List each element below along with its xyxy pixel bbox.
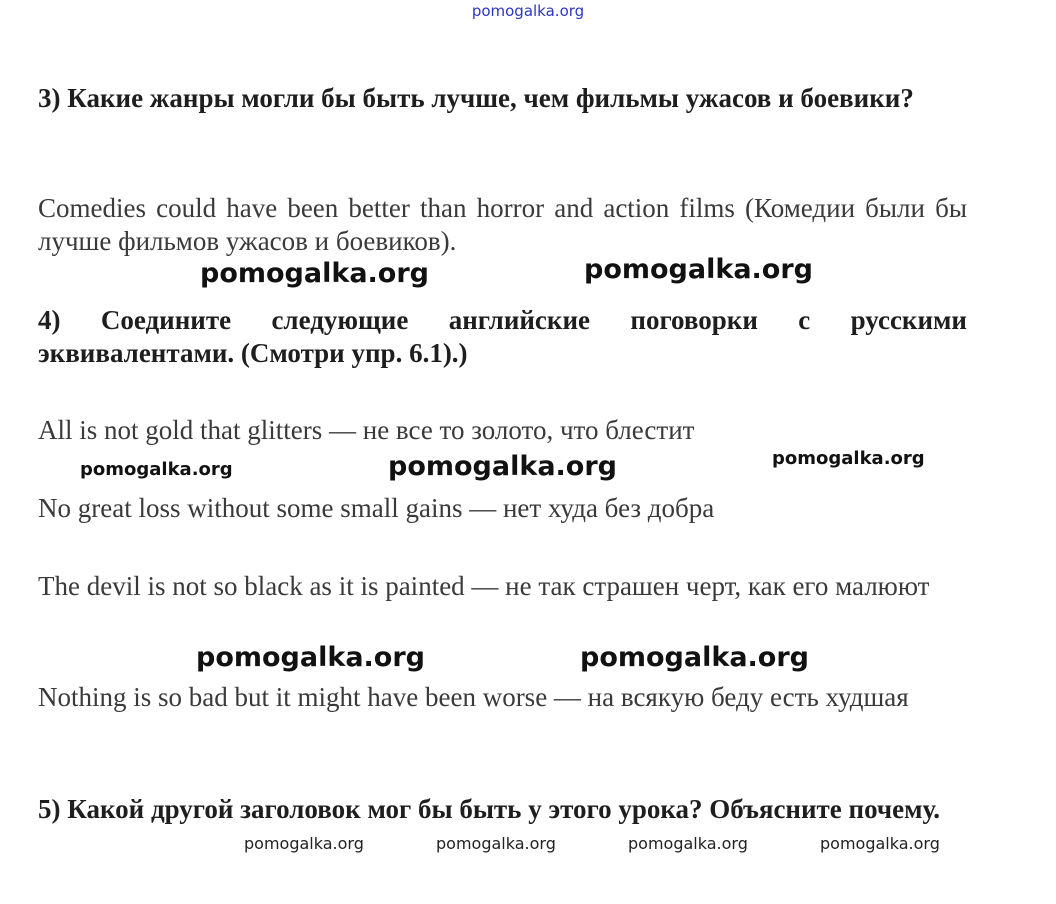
watermark: pomogalka.org <box>580 642 809 673</box>
watermark: pomogalka.org <box>584 254 813 285</box>
question-5: 5) Какой другой заголовок мог бы быть у этого урока? Объясните почему. <box>38 794 941 824</box>
watermark: pomogalka.org <box>388 451 617 482</box>
answer-4-item-2: No great loss without some small gains — нет худа без добра <box>38 493 715 523</box>
watermark: pomogalka.org <box>820 834 940 853</box>
site-link[interactable]: pomogalka.org <box>471 2 585 20</box>
answer-4-item-4: Nothing is so bad but it might have been worse — на всякую беду есть худшая <box>38 682 909 712</box>
answer-4-item-3: The devil is not so black as it is painted — не так страшен черт, как его малюют <box>38 571 930 601</box>
watermark: pomogalka.org <box>436 834 556 853</box>
answer-4-item-1: All is not gold that glitters — не все то золото, что блестит <box>38 415 695 445</box>
watermark: pomogalka.org <box>200 258 429 289</box>
watermark: pomogalka.org <box>196 642 425 673</box>
watermark: pomogalka.org <box>772 448 925 469</box>
answer-3: Comedies could have been better than horror and action films (Комедии были бы лучше фильмов ужасов и боевиков). <box>38 193 967 256</box>
watermark: pomogalka.org <box>628 834 748 853</box>
watermark: pomogalka.org <box>244 834 364 853</box>
watermark: pomogalka.org <box>80 459 233 480</box>
question-3: 3) Какие жанры могли бы быть лучше, чем фильмы ужасов и боевики? <box>38 83 914 113</box>
question-4: 4) Соедините следующие английские поговорки с русскими эквивалентами. (Смотри упр. 6.1).) <box>38 305 967 368</box>
